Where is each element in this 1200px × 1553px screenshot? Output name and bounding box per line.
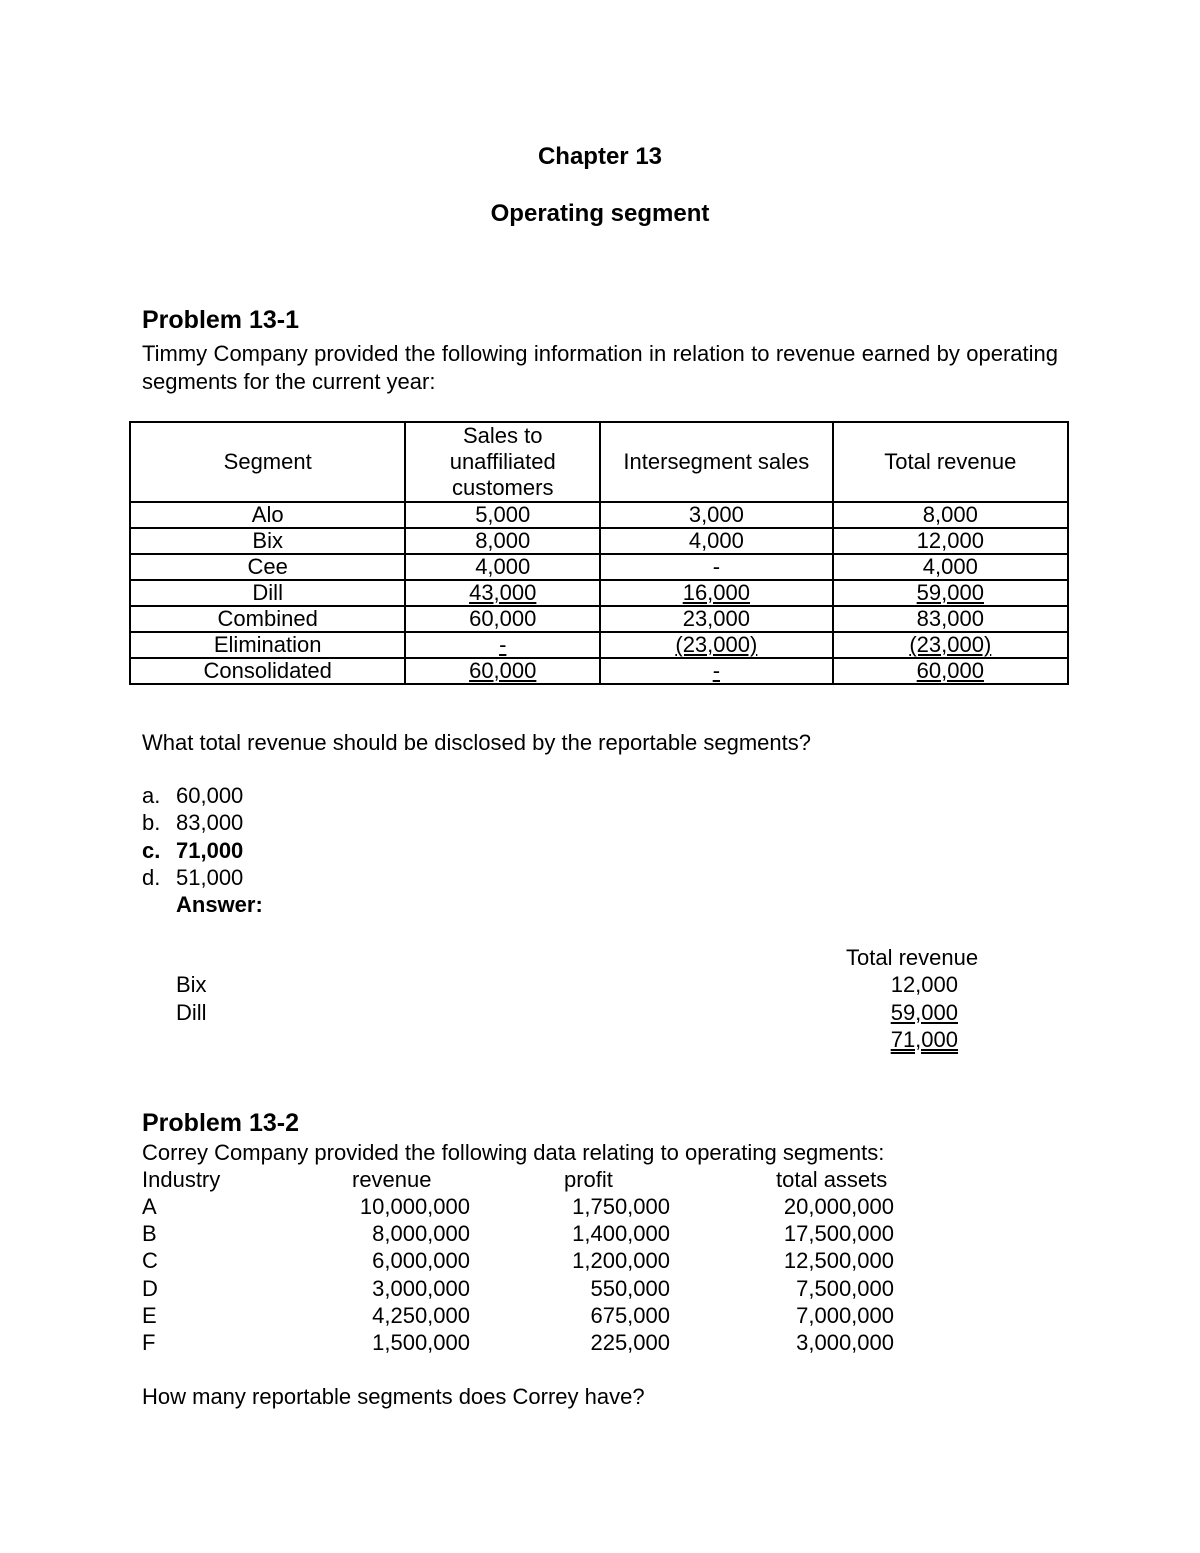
profit-value: 1,400,000	[572, 1221, 670, 1246]
col-header-revenue: revenue	[352, 1167, 432, 1192]
revenue-value: 8,000,000	[372, 1221, 470, 1246]
cell: 60,000	[405, 658, 600, 684]
cell: 4,000	[833, 554, 1068, 580]
industry-label: F	[142, 1330, 156, 1355]
header-intersegment-sales: Intersegment sales	[600, 422, 833, 502]
cell: 59,000	[833, 580, 1068, 606]
table-row	[130, 606, 1068, 632]
option-label: a.	[142, 783, 161, 808]
industry-label: D	[142, 1276, 158, 1301]
cell: -	[600, 554, 833, 580]
segment-revenue-table	[129, 421, 1069, 685]
document-title: Operating segment	[490, 200, 710, 227]
option-b	[142, 810, 243, 836]
option-d	[142, 865, 243, 891]
cell: 3,000	[600, 502, 833, 528]
total-assets-value: 3,000,000	[796, 1330, 894, 1355]
problem-2-question: How many reportable segments does Correy have?	[142, 1384, 645, 1409]
profit-value: 1,750,000	[572, 1194, 670, 1219]
problem-1-intro: Timmy Company provided the following information in relation to revenue earned by operating segments for the current year:	[142, 341, 1058, 394]
total-assets-value: 7,000,000	[796, 1303, 894, 1328]
cell: 60,000	[405, 606, 600, 632]
cell: Elimination	[130, 632, 405, 658]
chapter-title: Chapter 13	[537, 143, 663, 170]
cell: Consolidated	[130, 658, 405, 684]
option-label: b.	[142, 810, 161, 835]
total-assets-value: 7,500,000	[796, 1276, 894, 1301]
problem-2-intro: Correy Company provided the following data relating to operating segments:	[142, 1140, 885, 1165]
header-total-revenue: Total revenue	[833, 422, 1068, 502]
problem-2-heading: Problem 13-2	[142, 1109, 300, 1137]
revenue-value: 6,000,000	[372, 1248, 470, 1273]
table-row	[130, 632, 1068, 658]
cell: 16,000	[600, 580, 833, 606]
cell: Bix	[130, 528, 405, 554]
answer-total: 71,000	[890, 1027, 958, 1052]
table-row	[130, 502, 1068, 528]
problem-1-question: What total revenue should be disclosed by the reportable segments?	[142, 730, 811, 755]
answer-label: Answer:	[176, 892, 263, 917]
table-row	[130, 554, 1068, 580]
industry-label: B	[142, 1221, 157, 1246]
option-a	[142, 783, 243, 809]
option-value: 71,000	[176, 838, 244, 863]
table-row	[130, 580, 1068, 606]
table-row	[130, 528, 1068, 554]
cell: Cee	[130, 554, 405, 580]
total-assets-value: 12,500,000	[783, 1248, 894, 1273]
option-value: 83,000	[176, 810, 244, 835]
revenue-value: 3,000,000	[372, 1276, 470, 1301]
total-assets-value: 20,000,000	[783, 1194, 894, 1219]
industry-label: C	[142, 1248, 158, 1273]
cell: 60,000	[833, 658, 1068, 684]
option-value: 51,000	[176, 865, 244, 890]
option-value: 60,000	[176, 783, 244, 808]
cell: Combined	[130, 606, 405, 632]
col-header-total-assets: total assets	[776, 1167, 888, 1192]
revenue-value: 1,500,000	[372, 1330, 470, 1355]
revenue-value: 4,250,000	[372, 1303, 470, 1328]
cell: 12,000	[833, 528, 1068, 554]
table-header-row	[130, 422, 1068, 502]
table-row	[130, 658, 1068, 684]
col-header-profit: profit	[564, 1167, 613, 1192]
cell: -	[405, 632, 600, 658]
industry-label: E	[142, 1303, 157, 1328]
answer-item-bix: Bix	[176, 972, 207, 997]
cell: (23,000)	[600, 632, 833, 658]
cell: 83,000	[833, 606, 1068, 632]
cell: 23,000	[600, 606, 833, 632]
cell: 4,000	[405, 554, 600, 580]
problem-1-heading: Problem 13-1	[142, 306, 300, 334]
option-label: c.	[142, 838, 161, 863]
cell: 8,000	[833, 502, 1068, 528]
cell: (23,000)	[833, 632, 1068, 658]
industry-label: A	[142, 1194, 157, 1219]
total-assets-value: 17,500,000	[783, 1221, 894, 1246]
answer-column-header: Total revenue	[846, 945, 979, 970]
cell: 5,000	[405, 502, 600, 528]
profit-value: 550,000	[590, 1276, 670, 1301]
answer-value-bix: 12,000	[890, 972, 958, 997]
header-sales-unaffiliated: Sales to unaffiliated customers	[405, 422, 600, 502]
cell: -	[600, 658, 833, 684]
cell: 4,000	[600, 528, 833, 554]
cell: Dill	[130, 580, 405, 606]
revenue-value: 10,000,000	[359, 1194, 470, 1219]
cell: 8,000	[405, 528, 600, 554]
answer-item-dill: Dill	[176, 1000, 207, 1025]
cell: 43,000	[405, 580, 600, 606]
answer-value-dill: 59,000	[890, 1000, 958, 1025]
profit-value: 225,000	[590, 1330, 670, 1355]
profit-value: 675,000	[590, 1303, 670, 1328]
profit-value: 1,200,000	[572, 1248, 670, 1273]
col-header-industry: Industry	[142, 1167, 221, 1192]
cell: Alo	[130, 502, 405, 528]
option-c-correct	[142, 838, 243, 864]
option-label: d.	[142, 865, 161, 890]
header-segment: Segment	[130, 422, 405, 502]
